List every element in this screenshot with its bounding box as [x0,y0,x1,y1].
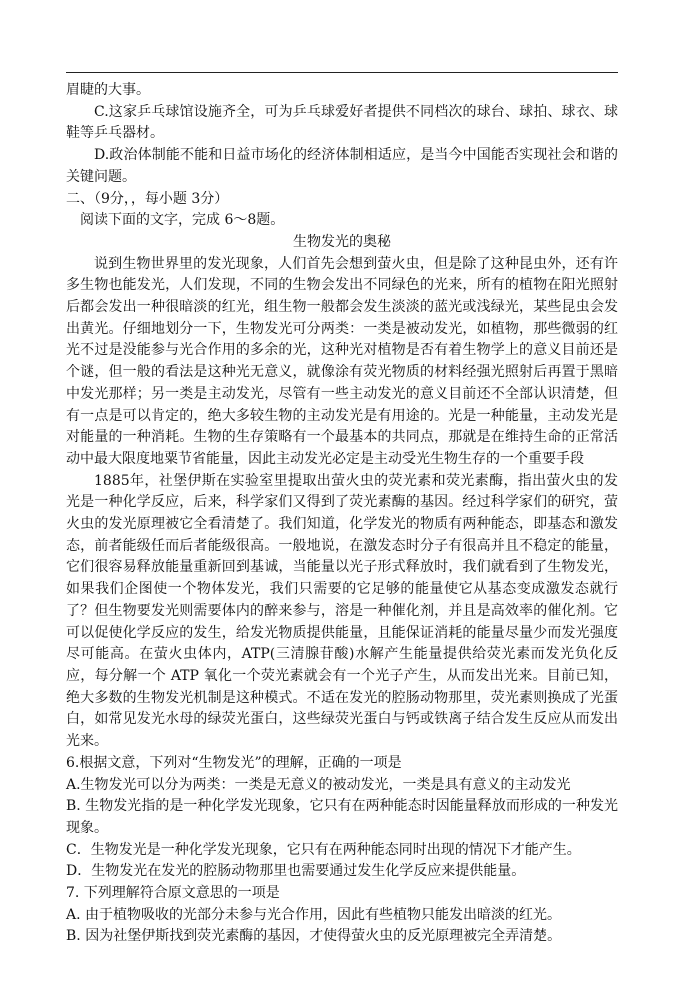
question-6-option-c: C．生物发光是一种化学发光现象，它只有在两种能态同时出现的情况下才能产生。 [66,841,581,858]
question-7-option-a: A. 由于植物吸收的光部分未参与光合作用，因此有些植物只能发出暗淡的红光。 [66,906,562,923]
question-6: 6.根据文意，下列对“生物发光”的理解，正确的一项是 [66,754,402,771]
question-7: 7. 下列理解符合原文意思的一项是 [66,885,280,902]
section-heading: 二、（9分，，每小题 3分） [66,190,229,207]
question-7-option-b: B. 因为社堡伊斯找到荧光素酶的基因，才使得萤火虫的反光原理被完全弄清楚。 [66,928,562,945]
article-title: 生物发光的奥秘 [293,233,391,250]
question-6-option-b: B. 生物发光指的是一种化学发光现象，它只有在两种能态时因能量释放而形成的一种发光现象。 [66,798,618,836]
article-paragraph-2: 1885年，社堡伊斯在实验室里提取出萤火虫的荧光素和荧光素酶，指出萤火虫的发光是一种化学反应，后来，科学家们又得到了荧光素酶的基因。经过科学家们的研究，萤火虫的发光原理被它全看清楚了。我们知道，化学发光的物质有两种能态，即基态和激发态，前者能级任而后者能级很高。一般地说，在激发态时分子有很高并且不稳定的能量，它们很容易释放能量重新回到基诚，当能量以光子形式释放时，我们就看到了生物发光，如果我们企图使一个物体发光，我们只需要的它足够的能量使它从基态变成激发态就行了？但生物要发光则需要体内的醉来参与，溶是一种催化剂，并且是高效率的催化剂。它可以促使化学反应的发生，给发光物质提供能量，且能保证消耗的能量尽量少而发光强度尽可能高。在萤火虫体内，ATP(三清腺苷酸)水解产生能量提供给荧光素而发光负化反应，每分解一个 ATP 氧化一个荧光素就会有一个光子产生，从而发出光来。目前已知，绝大多数的生物发光机制是这种模式。不适在发光的腔肠动物那里，荧光素则换成了光蛋白，如常见发光水母的绿荧光蛋白，这些绿荧光蛋白与钙或铁离子结合发生反应从而发出光来。 [66,472,618,750]
text-line: 眉睫的大事。 [66,82,150,98]
instruction-text: 阅读下面的文字，完成 6～8题。 [80,212,285,229]
option-c-text: C.这家乒乓球馆设施齐全，可为乒乓球爱好者提供不同档次的球台、球拍、球衣、球鞋等乒乓器材。 [66,103,618,142]
question-6-option-a: A.生物发光可以分为两类：一类是无意义的被动发光，一类是具有意义的主动发光 [66,776,571,793]
option-d-text: D.政治体制能不能和日益市场化的经济体制相适应，是当今中国能否实现社会和谐的关键问题。 [66,147,618,185]
article-paragraph-1: 说到生物世界里的发光现象，人们首先会想到萤火虫，但是除了这种昆虫外，还有许多生物也能发光，人们发现，不同的生物会发出不同绿色的光来，所有的植物在阳光照射后都会发出一种很暗淡的红光，组生物一般都会发生淡淡的蓝光或浅绿光，某些昆虫会发出黄光。仔细地划分一下，生物发光可分两类：一类是被动发光，如植物，那些微弱的红光不过是没能参与光合作用的多余的光，这种光对植物是否有着生物学上的意义目前还是个谜，但一般的看法是这种光无意义，就像涂有荧光物质的材料经强光照射后再置于黑暗中发光那样；另一类是主动发光，尽管有一些主动发光的意义目前还不全部认识清楚，但有一点是可以肯定的，绝大多较生物的主动发光是有用途的。光是一种能量，主动发光是对能量的一种消耗。生物的生存策略有一个最基本的共同点，那就是在维持生命的正常活动中最大限度地粟节省能量，因此主动发光必定是主动受光生物生存的一个重要手段 [66,255,618,467]
header-rule [66,72,618,73]
document-body [66,80,618,948]
question-6-option-d: D．生物发光在发光的腔肠动物那里也需要通过发生化学反应来提供能量。 [66,863,526,880]
